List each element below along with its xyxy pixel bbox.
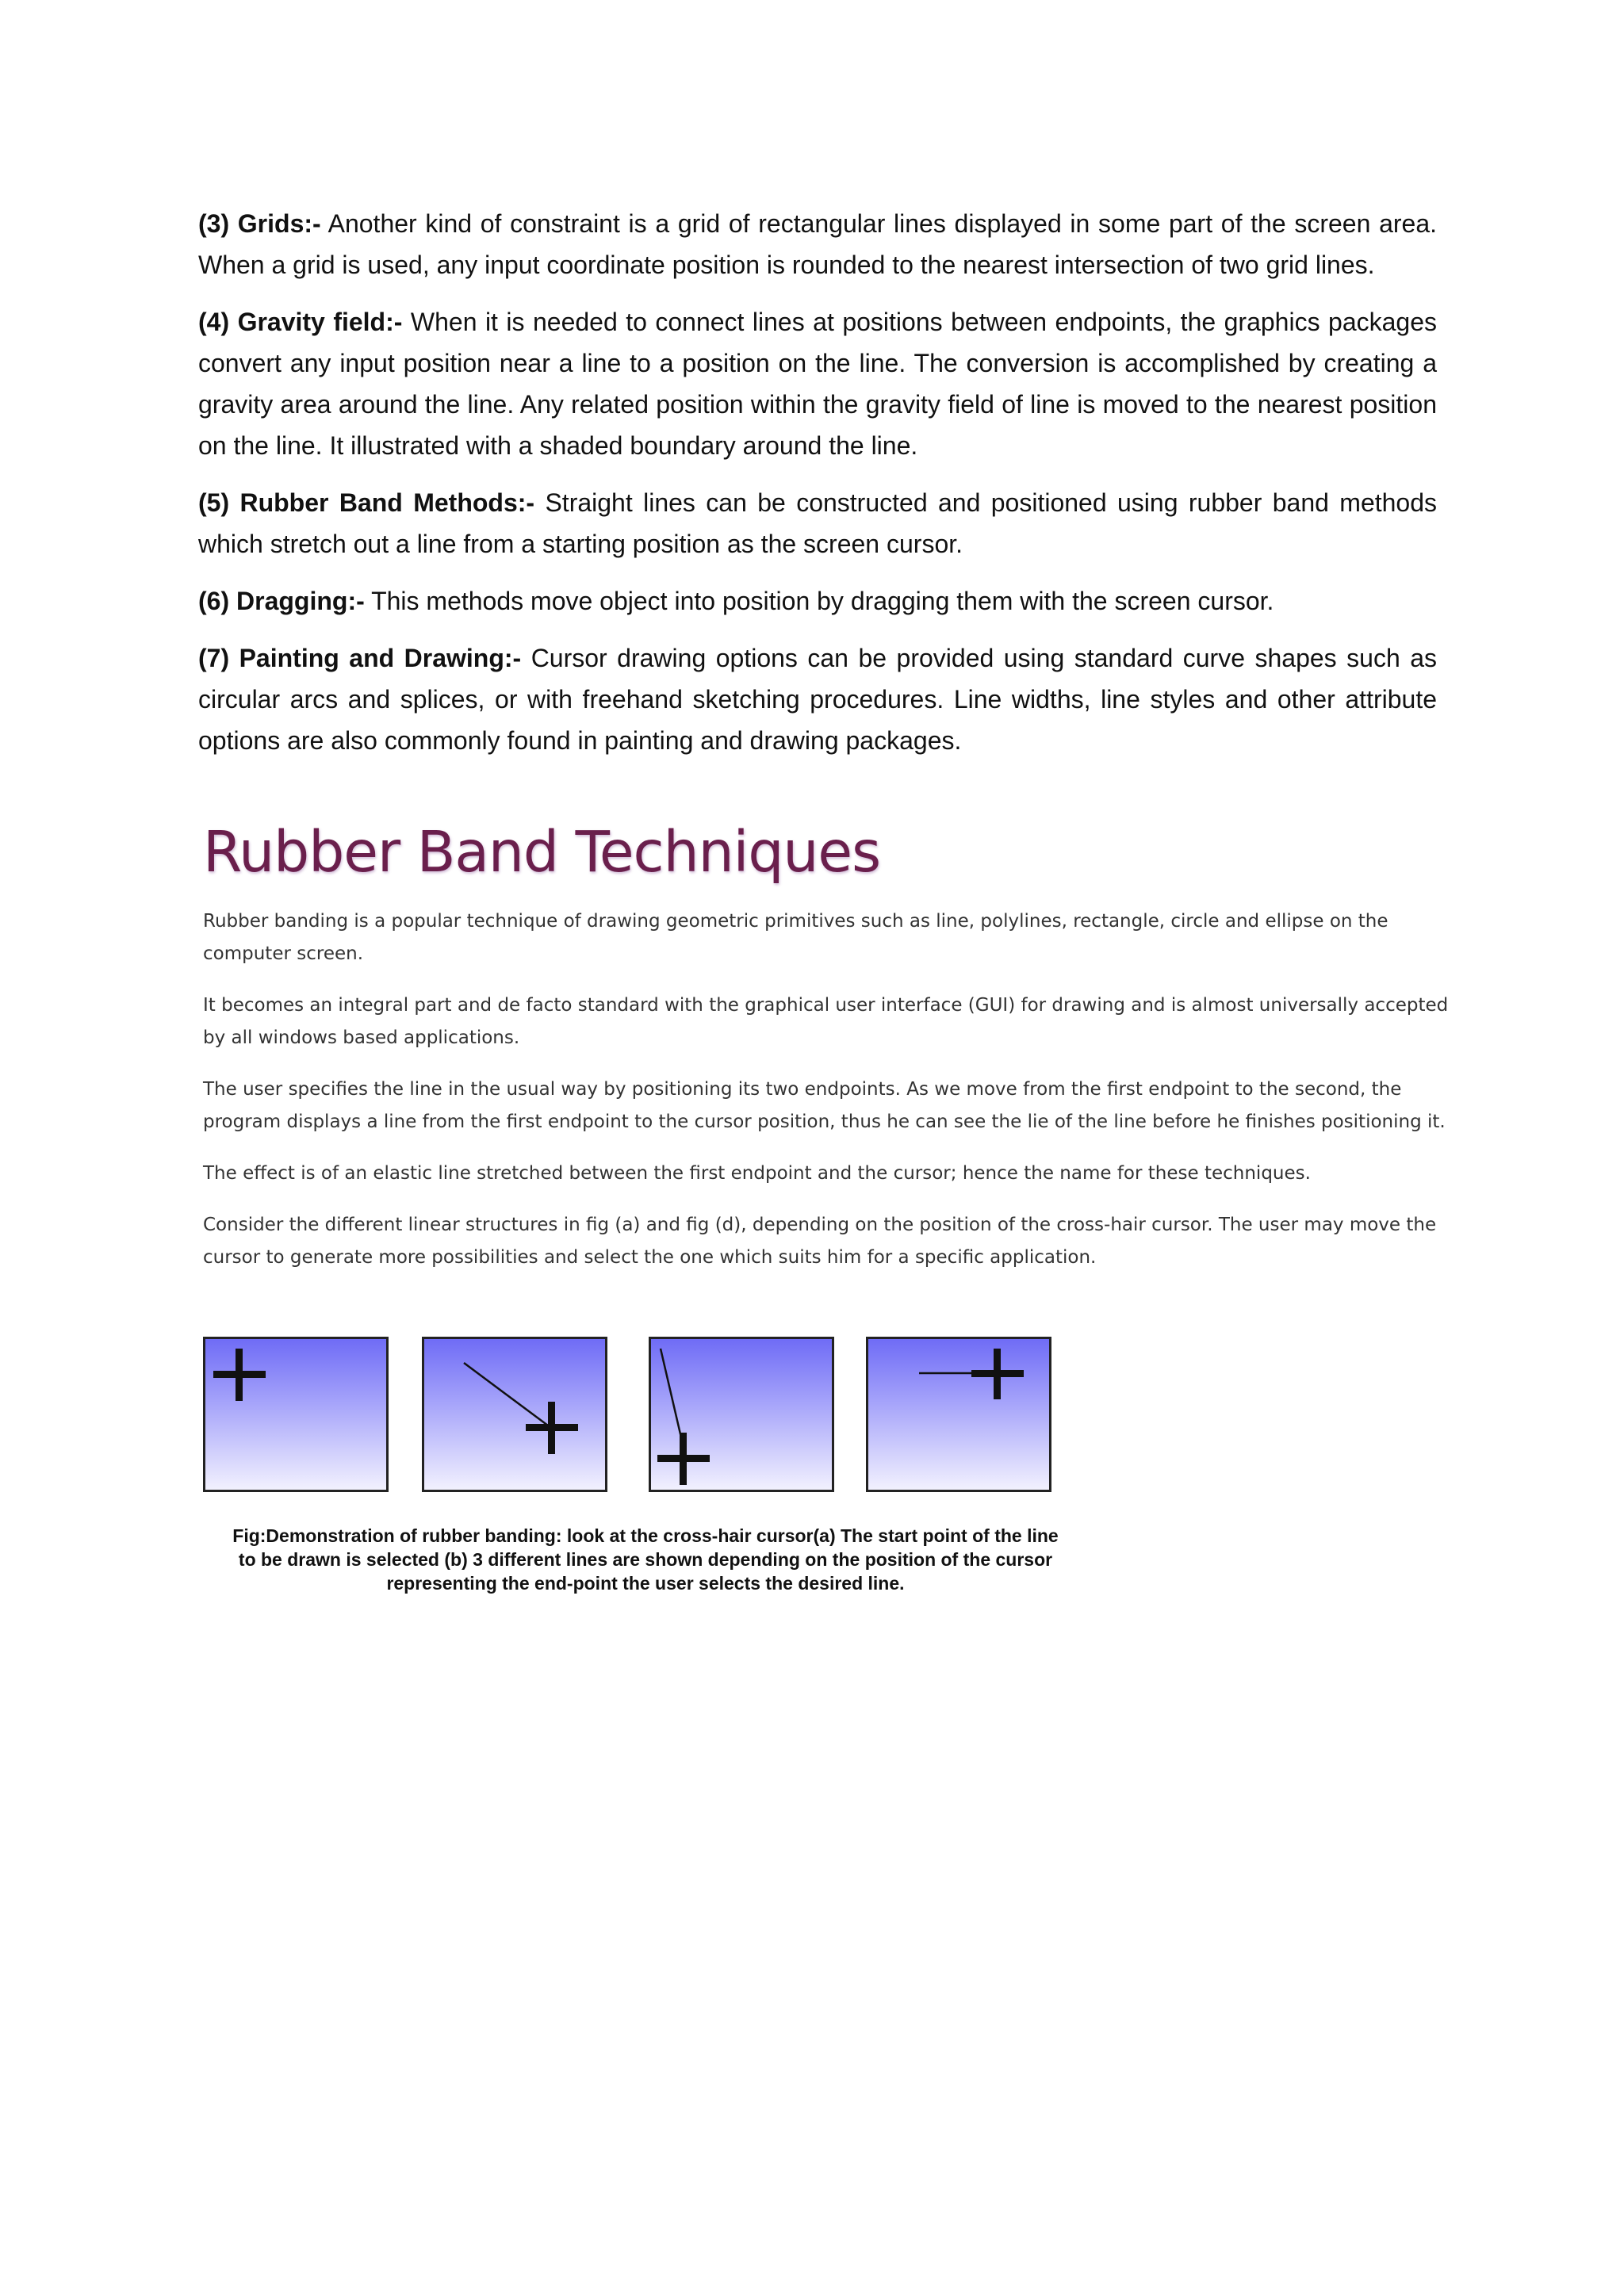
paragraph-text: When it is needed to connect lines at positions between endpoints, the graphics packages convert any input position near a line to a position on the line. The conversion is accomplished by creating a gravity area around the line. Any related position within the gravity field of line is moved to the nearest position on the line. It illustrated with a shaded boundary around the line. (198, 308, 1438, 460)
paragraph-dragging (198, 580, 1437, 622)
section-title: Rubber Band Techniques (203, 819, 881, 885)
figure-caption (203, 1524, 1088, 1595)
paragraph-grids (198, 203, 1437, 285)
paragraph-heading: (4) Gravity field:- (198, 308, 403, 336)
figure-d (866, 1337, 1051, 1492)
rubber-band-figures (203, 1337, 1075, 1495)
embedded-paragraph: The effect is of an elastic line stretched between the first endpoint and the cursor; hence the name for these techniques. (203, 1163, 1311, 1184)
paragraph-painting-drawing (198, 637, 1437, 761)
embedded-paragraph: It becomes an integral part and de facto standard with the graphical user interface (GUI) for drawing and is almost universally accepted by all windows based applications. (203, 995, 1449, 1048)
paragraph-text: Another kind of constraint is a grid of rectangular lines displayed in some part of the screen area. When a grid is used, any input coordinate position is rounded to the nearest intersection of two grid lines. (198, 209, 1438, 279)
rubber-band-line-icon (868, 1339, 1049, 1490)
figure-a (203, 1337, 389, 1492)
figure-b (422, 1337, 607, 1492)
rubber-band-line-icon (424, 1339, 605, 1490)
paragraph-text: Cursor drawing options can be provided using standard curve shapes such as circular arcs and splices, or with freehand sketching procedures. Line widths, line styles and other attribute options are also commonly found in painting and drawing packages. (198, 644, 1438, 755)
embedded-paragraph: Consider the different linear structures in fig (a) and fig (d), depending on the position of the cross-hair cursor. The user may move the cursor to generate more possibilities and select the one which suits him for a specific application. (203, 1215, 1437, 1268)
paragraph-gravity-field (198, 301, 1437, 466)
paragraph-heading: (5) Rubber Band Methods:- (198, 488, 535, 517)
caption-line: Fig:Demonstration of rubber banding: look at the cross-hair cursor(a) The start point of the line (232, 1525, 1059, 1546)
paragraph-text: Straight lines can be constructed and positioned using rubber band methods which stretch out a line from a starting position as the screen cursor. (198, 488, 1438, 558)
body-text (198, 203, 1437, 777)
paragraph-heading: (6) Dragging:- (198, 587, 365, 615)
embedded-paragraph: The user specifies the line in the usual way by positioning its two endpoints. As we move from the first endpoint to the second, the program displays a line from the first endpoint to the cursor position, thus he can see the lie of the line before he finishes positioning it. (203, 1079, 1446, 1132)
caption-line: representing the end-point the user selects the desired line. (386, 1573, 905, 1594)
figure-c (649, 1337, 834, 1492)
caption-line: to be drawn is selected (b) 3 different lines are shown depending on the position of the cursor (238, 1549, 1053, 1570)
paragraph-heading: (7) Painting and Drawing:- (198, 644, 522, 672)
paragraph-heading: (3) Grids:- (198, 209, 321, 238)
embedded-paragraph: Rubber banding is a popular technique of drawing geometric primitives such as line, polylines, rectangle, circle and ellipse on the computer screen. (203, 911, 1388, 964)
paragraph-rubber-band-methods (198, 482, 1437, 564)
crosshair-cursor-icon (205, 1339, 386, 1490)
embedded-figure-section (198, 817, 1451, 1293)
rubber-band-line-icon (651, 1339, 832, 1490)
paragraph-text: This methods move object into position by dragging them with the screen cursor. (371, 587, 1274, 615)
